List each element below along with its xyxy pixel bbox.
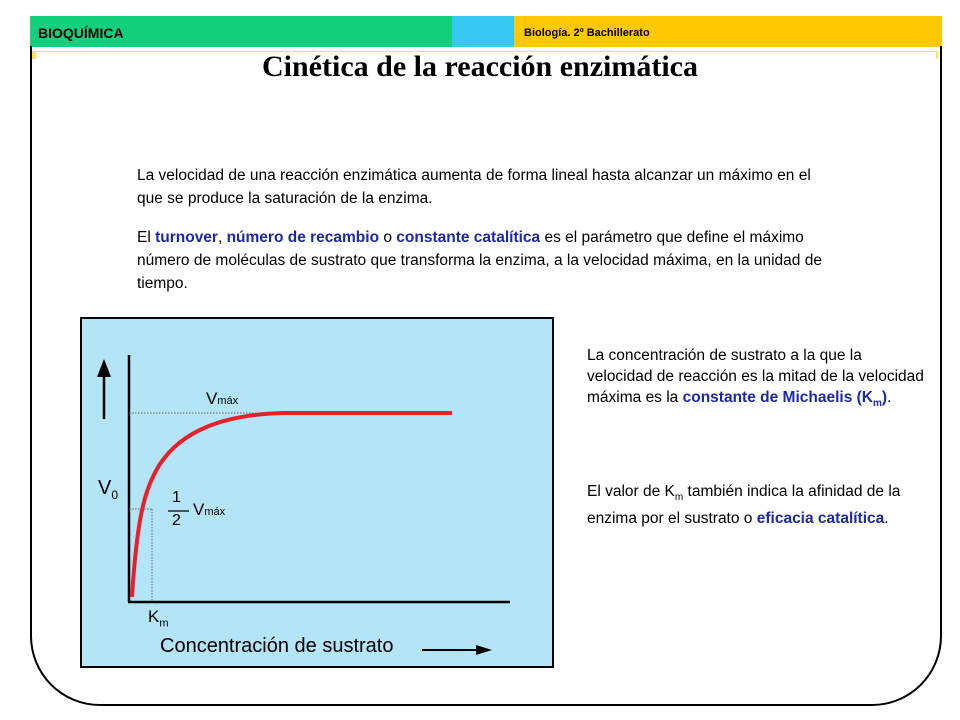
km-label (148, 607, 169, 629)
vmax-sub: máx (217, 395, 239, 407)
half-v: V (193, 500, 205, 519)
term-constante-catalitica: constante catalítica (396, 229, 541, 246)
half-sub: máx (204, 506, 226, 518)
paragraph-turnover (137, 226, 827, 295)
slide-title: Cinética de la reacción enzimática (262, 50, 698, 83)
s2-text-2: también indica la afinidad de la enzima por el sustrato o (587, 483, 901, 528)
s2-end: . (884, 510, 889, 528)
s2-sub: m (674, 492, 684, 504)
s1-text: La concentración de sustrato a la que la velocidad de reacción es la mitad de la velocidad máxima es la (587, 347, 924, 406)
vmax-label (206, 389, 238, 409)
term-michaelis (682, 389, 888, 410)
paragraph-velocity: La velocidad de una reacción enzimática aumenta de forma lineal hasta alcanzar un máximo en el que se produce la saturación de la enzima. (137, 167, 811, 207)
vmax-v: V (206, 389, 218, 408)
v0-label (98, 477, 118, 502)
s1-end: . (887, 389, 892, 406)
term-michaelis-text: constante de Michaelis (K (682, 389, 873, 406)
paragraph-afinidad (587, 481, 927, 529)
header-cyan-block (452, 16, 514, 47)
v0-v: V (98, 477, 112, 499)
p2-text-1: El (137, 229, 156, 246)
p2-text-2: , (217, 229, 227, 246)
term-michaelis-sub: m (872, 398, 882, 410)
half-num: 1 (172, 489, 181, 506)
term-turnover: turnover (155, 229, 218, 246)
header-subject: BIOQUÍMICA (38, 25, 124, 41)
term-recambio: número de recambio (226, 229, 380, 246)
half-vmax-label (193, 500, 225, 520)
term-eficacia: eficacia catalítica (756, 510, 885, 528)
header-bar (30, 16, 942, 47)
michaelis-graph (80, 317, 554, 668)
p2-text-4: es el parámetro que define el máximo número de moléculas de sustrato que transforma la enzima, a la velocidad máxima, en la unidad de tiempo. (137, 229, 822, 292)
term-michaelis-close: ) (881, 389, 888, 406)
y-arrow-head (97, 359, 111, 377)
paragraph-michaelis (587, 345, 927, 414)
header-course: Biología. 2º Bachillerato (524, 27, 650, 39)
s2-text-1: El valor de K (587, 483, 675, 500)
km-sub: m (159, 617, 169, 630)
half-den: 2 (172, 512, 181, 529)
x-axis-label: Concentración de sustrato (160, 635, 394, 657)
v0-sub: 0 (111, 488, 119, 502)
p2-text-3: o (379, 229, 397, 246)
km-k: K (148, 607, 160, 626)
x-arrow-head (476, 645, 492, 655)
